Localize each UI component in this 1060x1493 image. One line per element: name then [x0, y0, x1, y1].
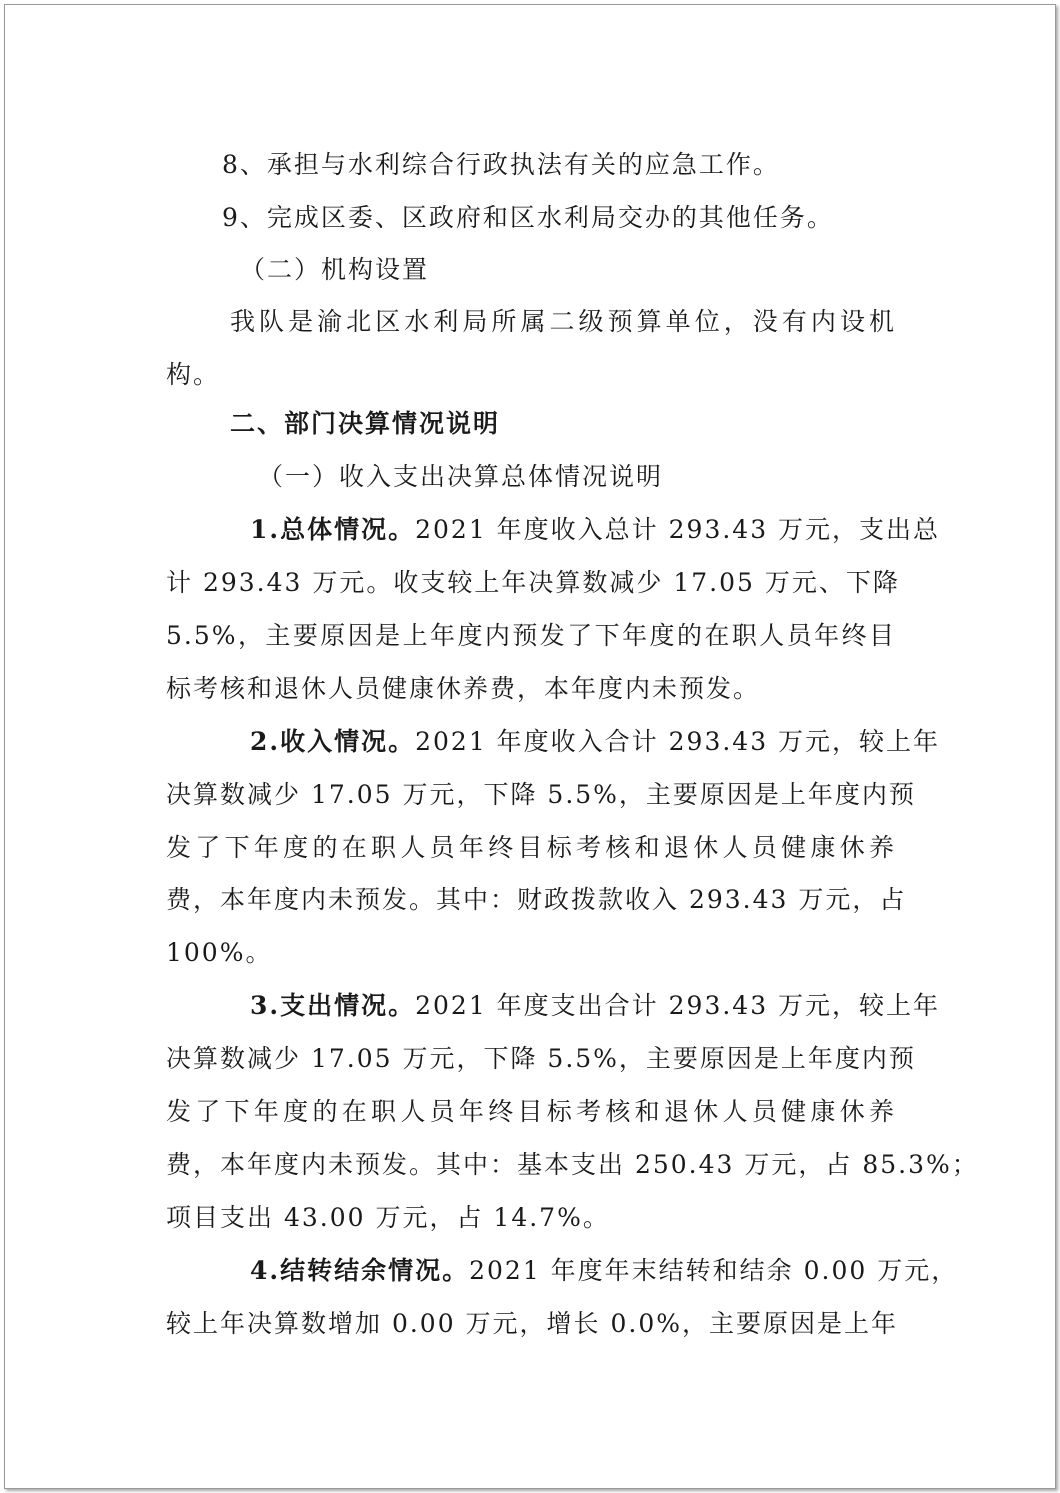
list-item-9: 9、完成区委、区政府和区水利局交办的其他任务。: [222, 203, 834, 232]
paragraph-4-line: 较上年决算数增加 0.00 万元，增长 0.0%，主要原因是上年: [166, 1309, 899, 1338]
paragraph-3-line: 发了下年度的在职人员年终目标考核和退休人员健康休养: [166, 1097, 896, 1126]
paragraph-3-line: 决算数减少 17.05 万元，下降 5.5%，主要原因是上年度内预: [166, 1044, 916, 1073]
sub-heading-overall: （一）收入支出决算总体情况说明: [258, 462, 664, 491]
paragraph-4-first-line: 4.结转结余情况。2021 年度年末结转和结余 0.00 万元，: [250, 1256, 959, 1285]
paragraph-3-line: 项目支出 43.00 万元，占 14.7%。: [166, 1203, 610, 1232]
paragraph-1-line: 计 293.43 万元。收支较上年决算数减少 17.05 万元、下降: [166, 568, 900, 597]
org-paragraph-line: 我队是渝北区水利局所属二级预算单位，没有内设机: [230, 307, 896, 336]
paragraph-label: 2.收入情况。: [250, 727, 416, 756]
paragraph-2-line: 发了下年度的在职人员年终目标考核和退休人员健康休养: [166, 833, 896, 862]
list-item-8: 8、承担与水利综合行政执法有关的应急工作。: [222, 150, 780, 179]
org-paragraph-line: 构。: [166, 360, 221, 389]
section-heading: 二、部门决算情况说明: [230, 409, 501, 438]
paragraph-1-line: 标考核和退休人员健康休养费，本年度内未预发。: [166, 674, 761, 703]
paragraph-1-first-line: 1.总体情况。2021 年度收入总计 293.43 万元，支出总: [250, 515, 941, 544]
paragraph-label: 3.支出情况。: [250, 991, 416, 1020]
paragraph-1-line: 5.5%，主要原因是上年度内预发了下年度的在职人员年终目: [166, 621, 896, 650]
paragraph-3-line: 费，本年度内未预发。其中：基本支出 250.43 万元，占 85.3%；: [166, 1150, 979, 1179]
paragraph-3-first-line: 3.支出情况。2021 年度支出合计 293.43 万元，较上年: [250, 991, 941, 1020]
paragraph-2-line: 决算数减少 17.05 万元，下降 5.5%，主要原因是上年度内预: [166, 780, 916, 809]
paragraph-2-first-line: 2.收入情况。2021 年度收入合计 293.43 万元，较上年: [250, 727, 941, 756]
paragraph-label: 1.总体情况。: [250, 515, 416, 544]
sub-heading-org-setup: （二）机构设置: [240, 255, 430, 284]
paragraph-2-line: 费，本年度内未预发。其中：财政拨款收入 293.43 万元，占: [166, 885, 907, 914]
paragraph-2-line: 100%。: [166, 938, 273, 967]
paragraph-label: 4.结转结余情况。: [250, 1256, 470, 1285]
